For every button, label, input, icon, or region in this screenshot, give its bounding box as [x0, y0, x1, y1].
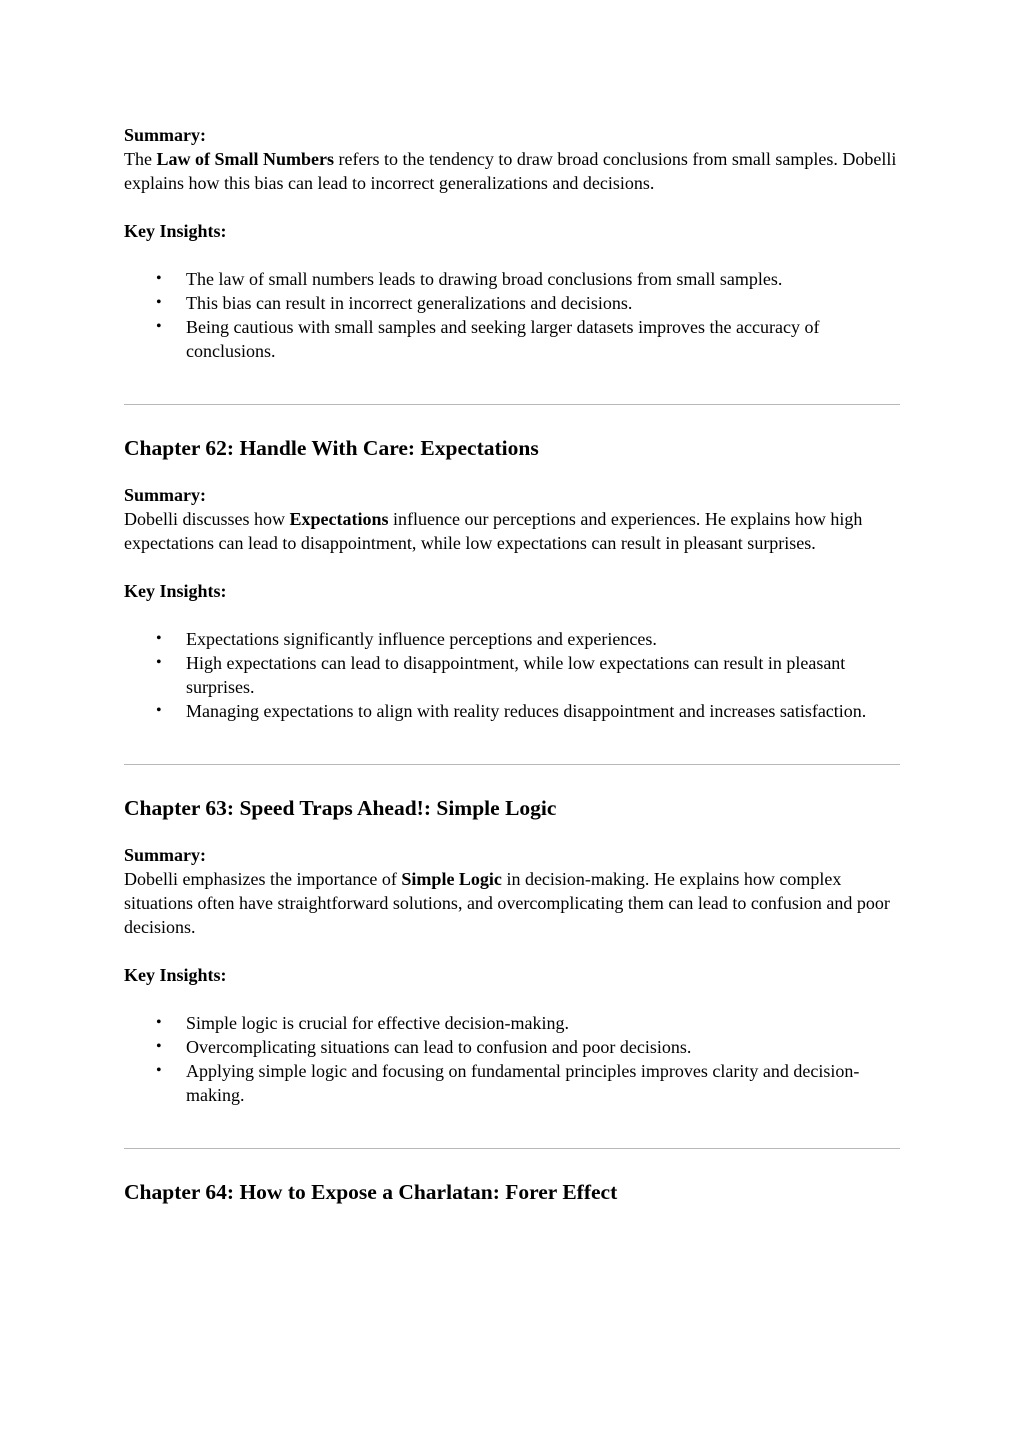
section-chapter-62: [124, 434, 900, 723]
list-item-text: Managing expectations to align with reality reduces disappointment and increases satisfaction.: [186, 701, 867, 721]
bullet-icon: •: [156, 654, 162, 671]
section-divider: [124, 1148, 900, 1149]
section-divider: [124, 764, 900, 765]
list-item: [156, 267, 900, 291]
summary-text: [124, 507, 900, 555]
list-item-text: High expectations can lead to disappointment, while low expectations can result in pleasant surprises.: [186, 653, 846, 697]
summary-label: Summary:: [124, 125, 206, 145]
summary-term: Law of Small Numbers: [156, 149, 334, 169]
summary-term: Simple Logic: [401, 869, 502, 889]
key-insights-label: Key Insights:: [124, 581, 227, 601]
section-divider: [124, 404, 900, 405]
list-item-text: This bias can result in incorrect generalizations and decisions.: [186, 293, 633, 313]
list-item: [156, 315, 900, 363]
list-item: [156, 1035, 900, 1059]
list-item-text: Applying simple logic and focusing on fundamental principles improves clarity and decision-making.: [186, 1061, 860, 1105]
summary-text-pre: The: [124, 149, 157, 169]
list-item: [156, 1011, 900, 1035]
bullet-icon: •: [156, 294, 162, 311]
chapter-title: Chapter 63: Speed Traps Ahead!: Simple Logic: [124, 796, 557, 820]
summary-text-pre: Dobelli discusses how: [124, 509, 290, 529]
key-insights-label: Key Insights:: [124, 965, 227, 985]
list-item-text: Expectations significantly influence perceptions and experiences.: [186, 629, 657, 649]
list-item: [156, 699, 900, 723]
list-item: [156, 291, 900, 315]
summary-text-post: influence our perceptions and experiences. He explains how high expectations can lead to disappointment, while low expectations can result in pleasant surprises.: [124, 509, 863, 553]
summary-label: Summary:: [124, 845, 206, 865]
key-insights-list: [124, 267, 900, 363]
chapter-title: Chapter 64: How to Expose a Charlatan: Forer Effect: [124, 1180, 618, 1204]
list-item-text: Simple logic is crucial for effective decision-making.: [186, 1013, 570, 1033]
summary-text-post: in decision-making. He explains how complex situations often have straightforward solutions, and overcomplicating them can lead to confusion and poor decisions.: [124, 869, 890, 937]
list-item: [156, 627, 900, 651]
list-item: [156, 1059, 900, 1107]
list-item: [156, 651, 900, 699]
key-insights-list: [124, 1011, 900, 1107]
summary-text: [124, 867, 900, 939]
bullet-icon: •: [156, 630, 162, 647]
summary-text-pre: Dobelli emphasizes the importance of: [124, 869, 402, 889]
section-chapter-64: [124, 1178, 900, 1206]
section-law-of-small-numbers: [124, 123, 900, 363]
key-insights-list: [124, 627, 900, 723]
list-item-text: Being cautious with small samples and seeking larger datasets improves the accuracy of conclusions.: [186, 317, 820, 361]
summary-label: Summary:: [124, 485, 206, 505]
list-item-text: The law of small numbers leads to drawing broad conclusions from small samples.: [186, 269, 783, 289]
summary-text: [124, 147, 900, 195]
summary-text-post: refers to the tendency to draw broad conclusions from small samples. Dobelli explains how this bias can lead to incorrect generalizations and decisions.: [124, 149, 897, 193]
bullet-icon: •: [156, 702, 162, 719]
summary-term: Expectations: [289, 509, 389, 529]
chapter-title: Chapter 62: Handle With Care: Expectations: [124, 436, 539, 460]
document-page: [124, 123, 900, 1206]
bullet-icon: •: [156, 1014, 162, 1031]
section-chapter-63: [124, 794, 900, 1107]
bullet-icon: •: [156, 1062, 162, 1079]
list-item-text: Overcomplicating situations can lead to confusion and poor decisions.: [186, 1037, 692, 1057]
bullet-icon: •: [156, 318, 162, 335]
bullet-icon: •: [156, 270, 162, 287]
key-insights-label: Key Insights:: [124, 221, 227, 241]
bullet-icon: •: [156, 1038, 162, 1055]
